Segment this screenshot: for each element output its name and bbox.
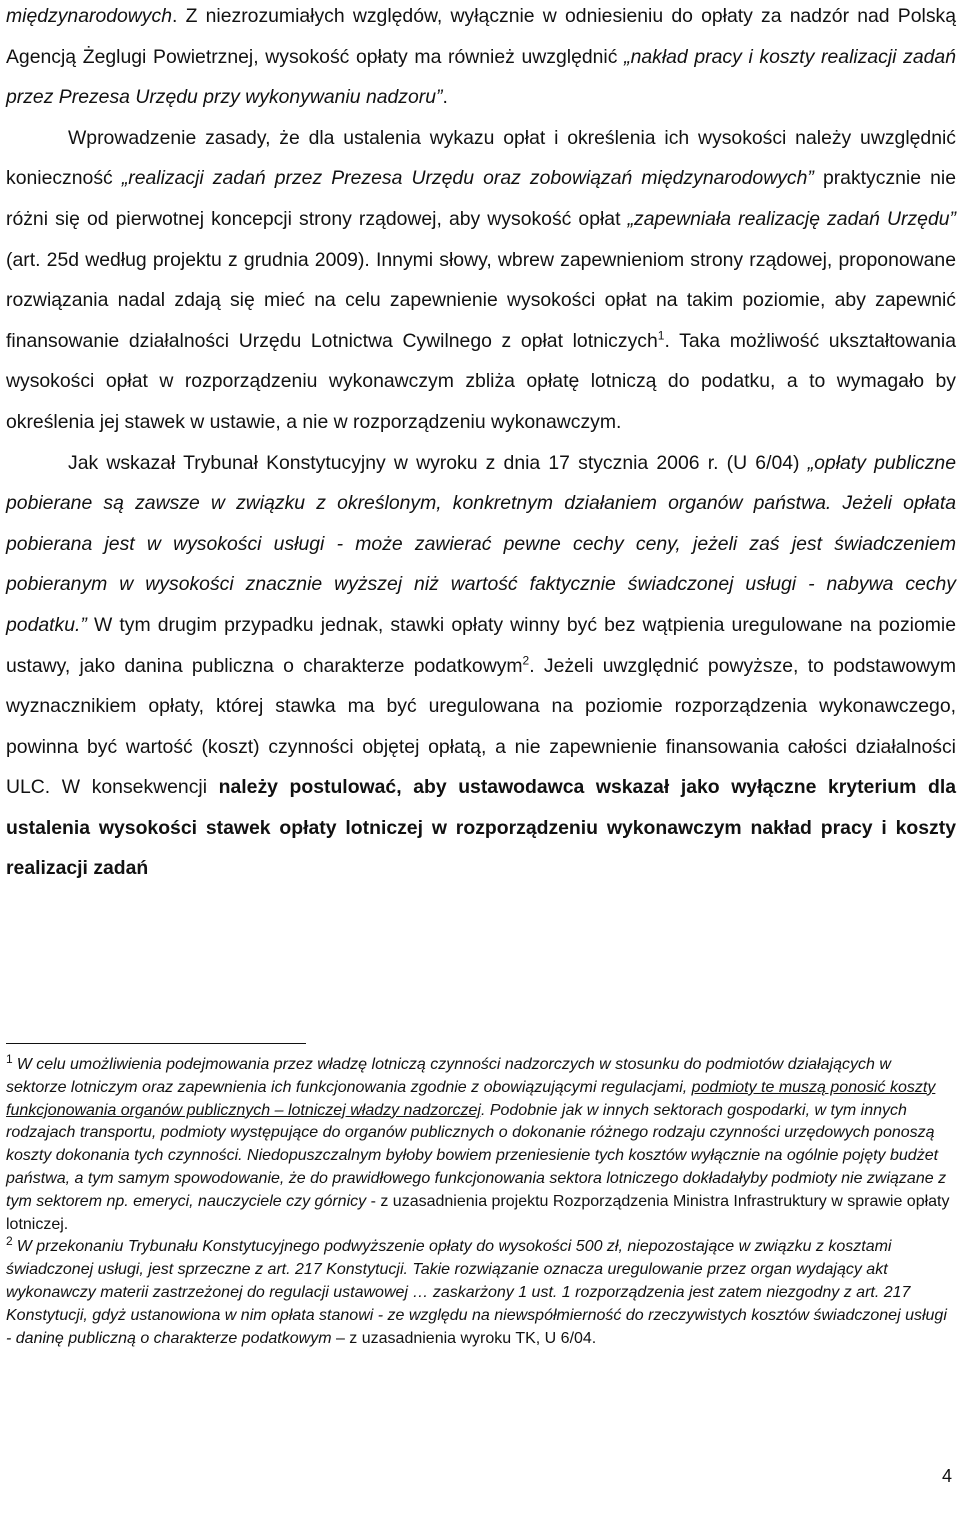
footnote-ref-1[interactable]: 1 (657, 328, 665, 343)
paragraph-3 (6, 443, 956, 890)
footnote-ref-2[interactable]: 2 (522, 653, 530, 668)
text-run: Wprowadzenie zasady, że dla ustalenia wykazu opłat i określenia ich wysokości należy uwzględnić konieczność (6, 126, 956, 190)
page-number: 4 (941, 1466, 952, 1486)
footnote-mark-1: 1 (6, 1051, 13, 1066)
paragraph-1 (6, 0, 956, 118)
quote-italic: „zapewniała realizację zadań Urzędu” (627, 207, 956, 230)
paragraph-2 (6, 118, 956, 443)
text-run: . (442, 86, 448, 109)
text-run: . Jeżeli uwzględnić powyższe, to podstawowym wyznacznikiem opłaty, której stawka ma być uregulowana na poziomie rozporządzenia wykonawczego, powinna być wartość (koszt) czynności objętej opłatą, a nie zapewnienie finansowania całości działalności ULC. W konsekwencji (6, 654, 956, 799)
footnote-text: – z uzasadnienia wyroku TK, U 6/04. (331, 1329, 597, 1347)
quote-italic: „nakład pracy i koszty realizacji zadań przez Prezesa Urzędu przy wykonywaniu nadzoru” (6, 45, 956, 109)
footnote-2 (6, 1236, 954, 1350)
footnotes (6, 1051, 954, 1350)
quote-italic: „realizacji zadań przez Prezesa Urzędu oraz zobowiązań międzynarodowych” (121, 167, 814, 190)
text-italic: międzynarodowych (6, 5, 172, 27)
text-run: (art. 25d według projektu z grudnia 2009). Innymi słowy, wbrew zapewnieniom strony rządowej, proponowane rozwiązania nadal zdają się mieć na celu zapewnienie wysokości opłat na takim poziomie, aby zapewnić finansowanie działalności Urzędu Lotnictwa Cywilnego z opłat lotniczych (6, 248, 956, 352)
footnote-text: W celu umożliwienia podejmowania przez władzę lotniczą czynności nadzorczych w stosunku do podmiotów działających w sektorze lotniczym oraz zapewnienia ich funkcjonowania zgodnie z obowiązującymi regulacjami, (6, 1056, 891, 1096)
footnote-text: - z uzasadnienia projektu Rozporządzenia Ministra Infrastruktury w sprawie opłaty lotniczej. (6, 1192, 950, 1233)
quote-italic: „opłaty publiczne pobierane są zawsze w związku z określonym, konkretnym działaniem organów państwa. Jeżeli opłata pobierana jest w wysokości usługi - może zawierać pewne cechy ceny, jeżeli zaś jest świadczeniem pobieranym w wysokości znacznie wyższej niż wartość faktycznie świadczonej usługi - nabywa cechy podatku.” (6, 451, 956, 636)
footnote-text: . Podobnie jak w innych sektorach gospodarki, w tym innych rodzajach transportu, podmioty występujące do organów publicznych o dokonanie różnego rodzaju czynności urzędowych ponoszą koszty dokonania tych czynności. Niedopuszczalnym byłoby bowiem przeniesienie tych kosztów wyłącznie na ogólnie pojęty budżet państwa, a tym samym spowodowanie, że do prawidłowego funkcjonowania sektora lotniczego dokładałyby podmioty nie związane z tym sektorem np. emeryci, nauczyciele czy górnicy (6, 1101, 947, 1210)
text-run: . Taka możliwość ukształtowania wysokości opłat w rozporządzeniu wykonawczym zbliża opłatę lotniczą do podatku, a to wymagało by określenia jej stawek w ustawie, a nie w rozporządzeniu wykonawczym. (6, 329, 956, 433)
text-bold: należy postulować, aby ustawodawca wskazał jako wyłączne kryterium dla ustalenia wysokości stawek opłaty lotniczej w rozporządzeniu wykonawczym nakład pracy i koszty realizacji zadań (6, 776, 956, 880)
footnote-underlined: podmioty te muszą ponosić koszty funkcjonowania organów publicznych – lotniczej władzy nadzorczej (6, 1078, 936, 1119)
footnote-mark-2: 2 (6, 1234, 13, 1249)
footnote-text: W przekonaniu Trybunału Konstytucyjnego podwyższenie opłaty do wysokości 500 zł, niepozostające w związku z kosztami świadczonej usługi, jest sprzeczne z art. 217 Konstytucji. Takie rozwiązanie oznacza uregulowanie przez organ wydający akt wykonawczy materii zastrzeżonej do regulacji ustawowej … zaskarżony 1 ust. 1 rozporządzenia jest zatem niezgodny z art. 217 Konstytucji, gdyż ustanowiona w nim opłata stanowi - ze względu na niewspółmierność do rzeczywistych kosztów świadczonej usługi - daninę publiczną o charakterze podatkowym (6, 1238, 947, 1347)
main-text (6, 0, 956, 889)
text-run: W tym drugim przypadku jednak, stawki opłaty winny być bez wątpienia uregulowane na poziomie ustawy, jako danina publiczna o charakterze podatkowym (6, 613, 956, 677)
footnote-separator (6, 1043, 306, 1044)
text-run: . Z niezrozumiałych względów, wyłącznie w odniesieniu do opłaty za nadzór nad Polską Agencją Żeglugi Powietrznej, wysokość opłaty ma również uwzględnić (6, 5, 956, 68)
footnote-1 (6, 1051, 954, 1236)
text-run: praktycznie nie różni się od pierwotnej koncepcji strony rządowej, aby wysokość opłat (6, 167, 956, 230)
text-run: Jak wskazał Trybunał Konstytucyjny w wyroku z dnia 17 stycznia 2006 r. (U 6/04) (68, 451, 808, 474)
